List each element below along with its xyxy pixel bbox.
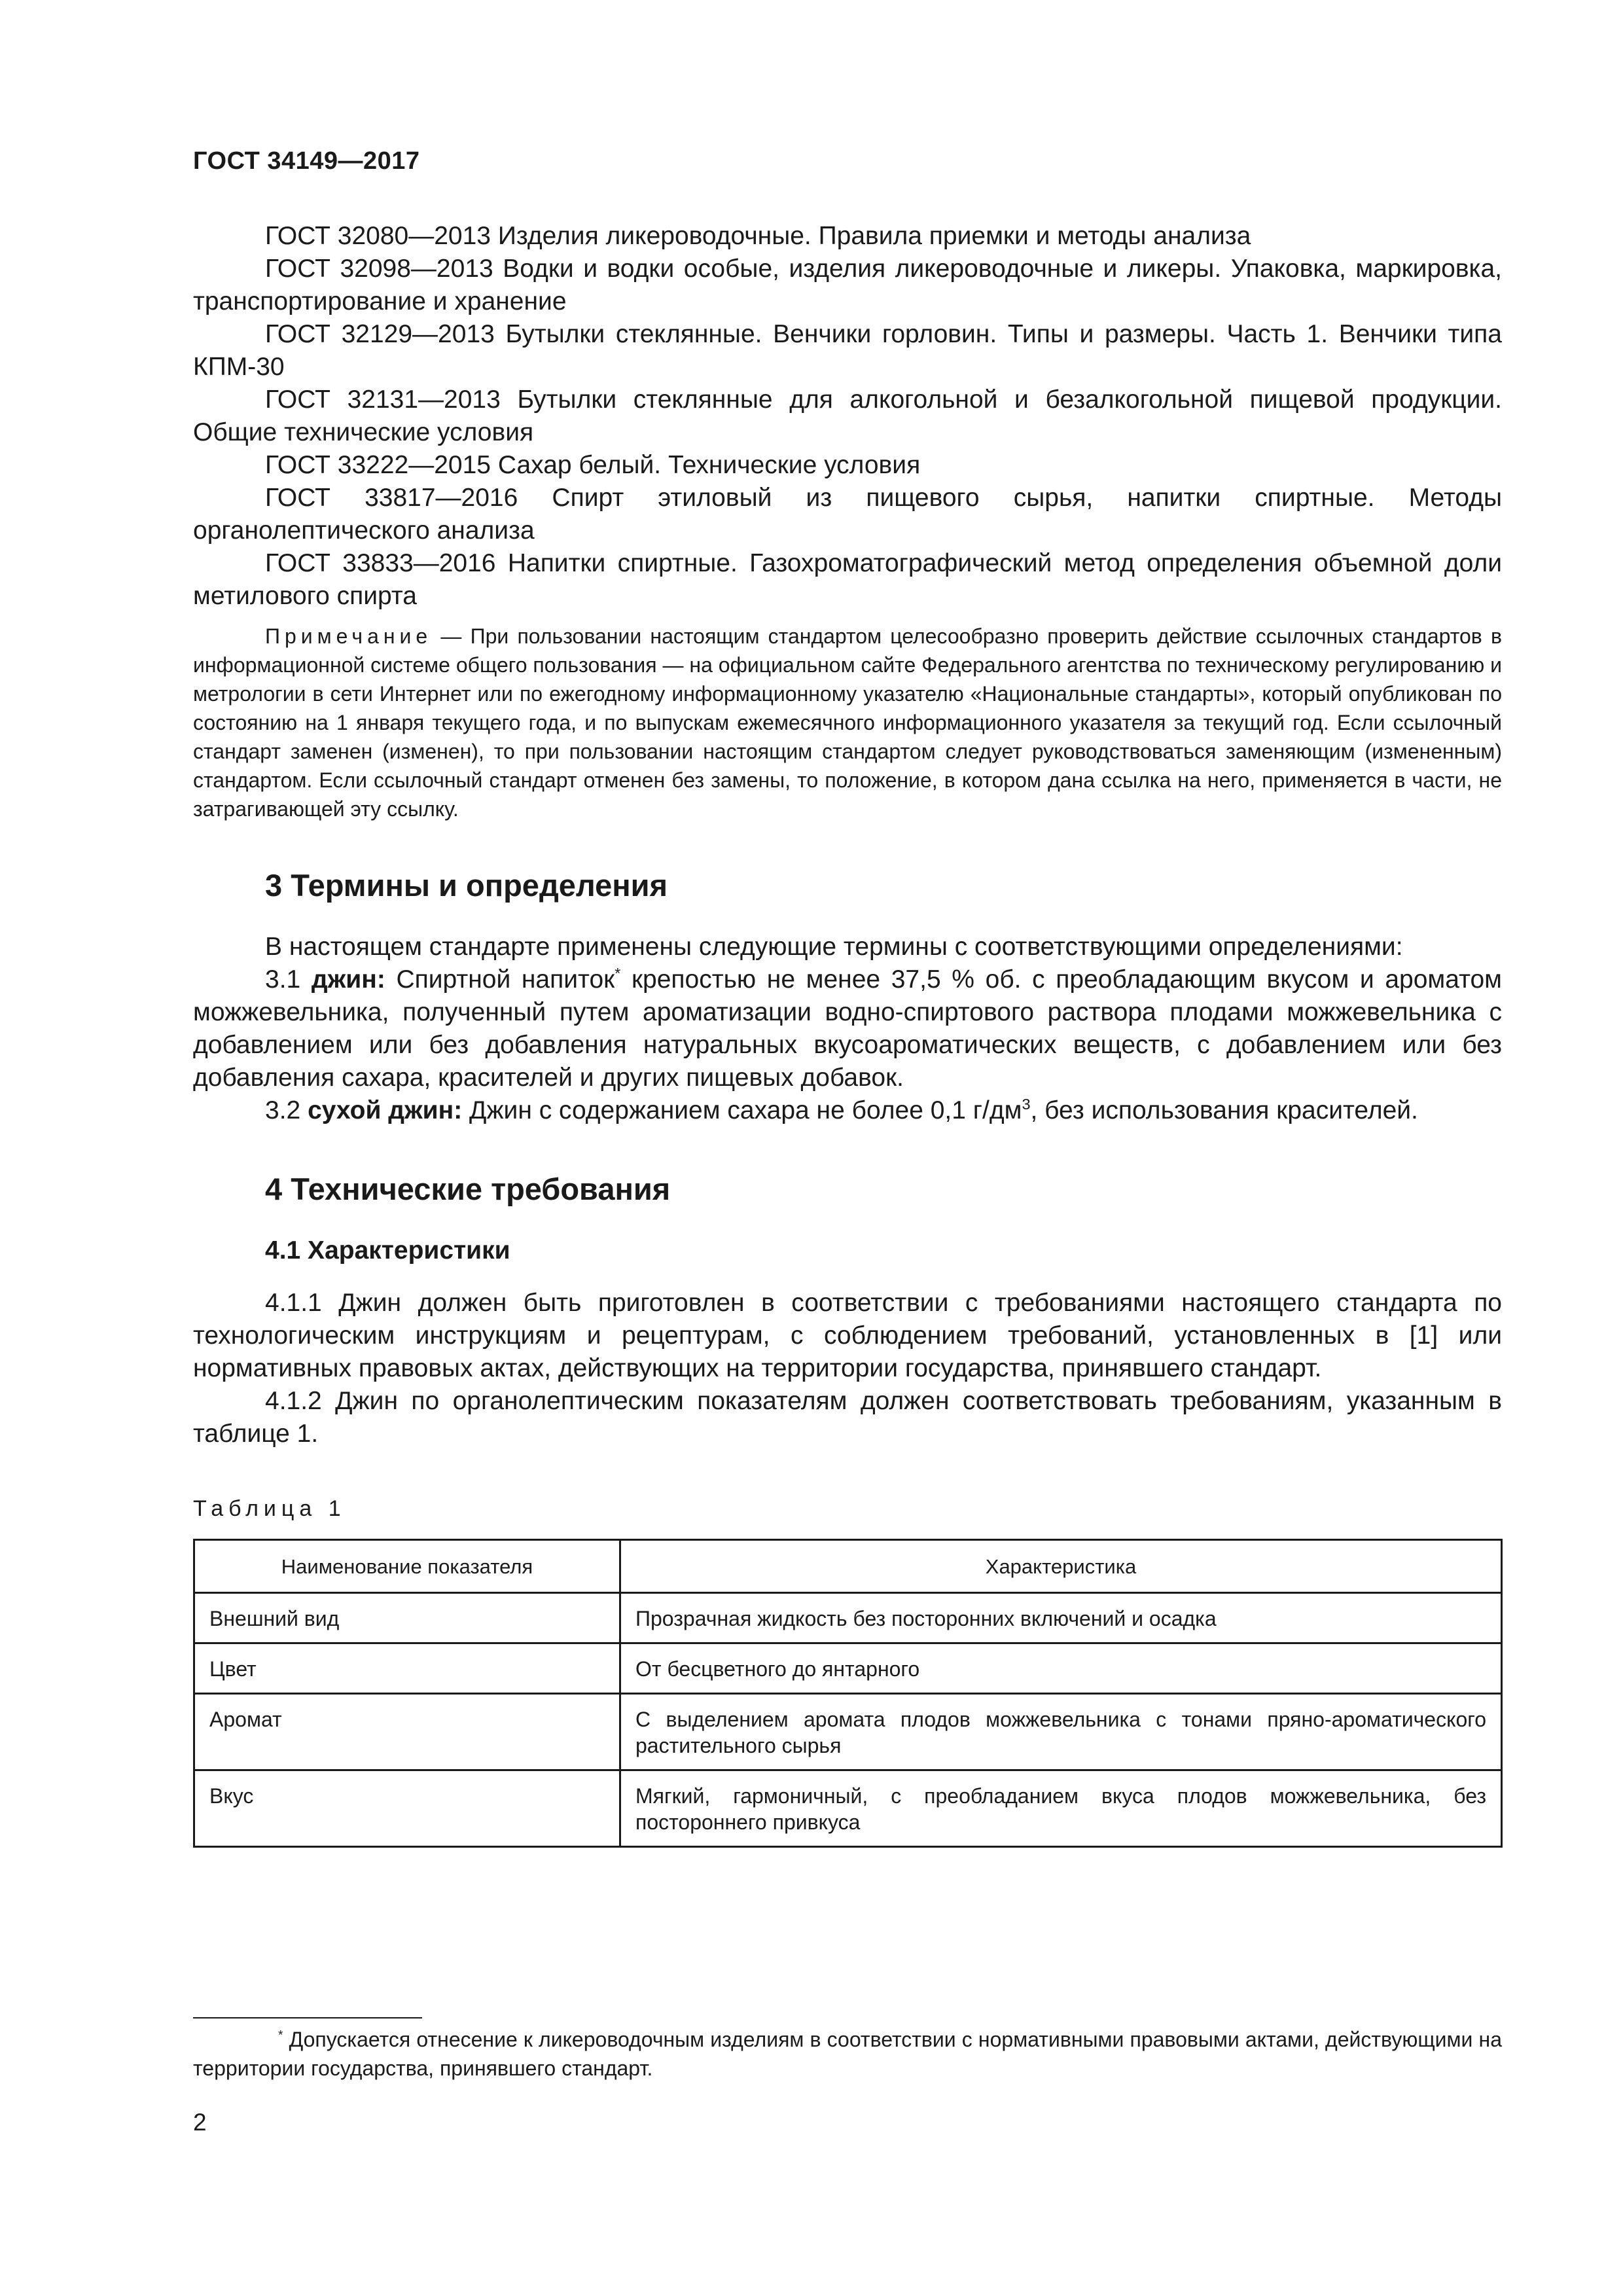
reference-item: ГОСТ 32098—2013 Водки и водки особые, изделия ликероводочные и ликеры. Упаковка, маркировка, транспортирование и хранение: [193, 255, 1502, 315]
section-3-intro: В настоящем стандарте применены следующие термины с соответствующими определениями:: [265, 933, 1403, 961]
table-cell-characteristic: С выделением аромата плодов можжевельника с тонами пряно-ароматического растительного сырья: [620, 1694, 1502, 1770]
term-definition-start: Спиртной напиток: [385, 965, 615, 994]
reference-item: ГОСТ 32129—2013 Бутылки стеклянные. Венчики горловин. Типы и размеры. Часть 1. Венчики типа КПМ-30: [193, 320, 1502, 381]
table-cell-indicator: Внешний вид: [194, 1593, 620, 1643]
note-text: — При пользовании настоящим стандартом целесообразно проверить действие ссылочных стандартов в информационной системе общего пользования — на официальном сайте Федерального агентства по техническому регулированию и метрологии в сети Интернет или по ежегодному информационному указателю «Национальные стандарты», который опубликован по состоянию на 1 января текущего года, и по выпускам ежемесячного информационного указателя за текущий год. Если ссылочный стандарт заменен (изменен), то при пользовании настоящим стандартом следует руководствоваться заменяющим (измененным) стандартом. Если ссылочный стандарт отменен без замены, то положение, в котором дана ссылка на него, применяется в части, не затрагивающей эту ссылку.: [193, 624, 1502, 821]
term-3-2: [193, 1094, 1502, 1127]
table-row: [194, 1770, 1502, 1847]
subsection-4-1-heading: 4.1 Характеристики: [265, 1236, 510, 1265]
reference-item: ГОСТ 32080—2013 Изделия ликероводочные. Правила приемки и методы анализа: [265, 222, 1251, 250]
footnote-text: [193, 2025, 1502, 2083]
term-name: сухой джин:: [308, 1096, 463, 1124]
term-number: 3.2: [265, 1096, 308, 1124]
table-cell-indicator: Вкус: [194, 1770, 620, 1847]
note-paragraph: [193, 622, 1502, 823]
superscript: 3: [1022, 1096, 1031, 1113]
clause-4-1-1: 4.1.1 Джин должен быть приготовлен в соответствии с требованиями настоящего стандарта по технологическим инструкциям и рецептурам, с соблюдением требований, установленных в [1] или нормативных правовых актах, действующих на территории государства, принявшего стандарт.: [193, 1289, 1502, 1382]
running-title: ГОСТ 34149—2017: [193, 147, 420, 175]
reference-item: ГОСТ 33817—2016 Спирт этиловый из пищевого сырья, напитки спиртные. Методы органолептического анализа: [193, 484, 1502, 545]
reference-item: ГОСТ 32131—2013 Бутылки стеклянные для алкогольной и безалкогольной пищевой продукции. Общие технические условия: [193, 386, 1502, 446]
footnote: [193, 2025, 1502, 2083]
table-row: [194, 1643, 1502, 1694]
reference-item: ГОСТ 33833—2016 Напитки спиртные. Газохроматографический метод определения объемной доли метилового спирта: [193, 549, 1502, 610]
term-number: 3.1: [265, 965, 312, 994]
section-4-body: [193, 1287, 1502, 1450]
table-header-cell: Характеристика: [620, 1540, 1502, 1593]
table-cell-characteristic: Прозрачная жидкость без посторонних включений и осадка: [620, 1593, 1502, 1643]
table-row: [194, 1593, 1502, 1643]
footnote-divider: [193, 2017, 422, 2018]
term-definition-rest: , без использования красителей.: [1030, 1096, 1418, 1124]
table-cell-characteristic: Мягкий, гармоничный, с преобладанием вкуса плодов можжевельника, без постороннего привкуса: [620, 1770, 1502, 1847]
section-3-heading: 3 Термины и определения: [265, 868, 668, 903]
footnote-body: Допускается отнесение к ликероводочным изделиям в соответствии с нормативными правовыми актами, действующими на территории государства, принявшего стандарт.: [193, 2028, 1502, 2080]
organoleptic-table: [193, 1539, 1503, 1848]
reference-item: ГОСТ 33222—2015 Сахар белый. Технические условия: [265, 451, 921, 479]
normative-references-list: [193, 220, 1502, 613]
footnote-mark: *: [278, 2028, 283, 2043]
term-definition-start: Джин с содержанием сахара не более 0,1 г/дм: [462, 1096, 1022, 1124]
page-content: [193, 147, 1502, 1848]
table-cell-characteristic: От бесцветного до янтарного: [620, 1643, 1502, 1694]
table-cell-indicator: Аромат: [194, 1694, 620, 1770]
section-3-body: [193, 931, 1502, 1127]
footnote-mark: *: [615, 965, 621, 982]
page-number: 2: [193, 2109, 207, 2136]
term-name: джин:: [311, 965, 385, 994]
note-label: Примечание: [265, 624, 433, 648]
table-header-cell: Наименование показателя: [194, 1540, 620, 1593]
table-cell-indicator: Цвет: [194, 1643, 620, 1694]
section-4-heading: 4 Технические требования: [265, 1172, 671, 1206]
table-caption: Таблица 1: [193, 1496, 346, 1521]
clause-4-1-2: 4.1.2 Джин по органолептическим показателям должен соответствовать требованиям, указанным в таблице 1.: [193, 1387, 1502, 1448]
table-row: [194, 1694, 1502, 1770]
table-header-row: [194, 1540, 1502, 1593]
term-3-1: [193, 963, 1502, 1094]
term-definition-rest: крепостью не менее 37,5 % об. с преобладающим вкусом и ароматом можжевельника, полученный путем ароматизации водно-спиртового раствора плодами можжевельника с добавлением или без добавления натуральных вкусоароматических веществ, с добавлением или без добавления сахара, красителей и других пищевых добавок.: [193, 965, 1502, 1092]
